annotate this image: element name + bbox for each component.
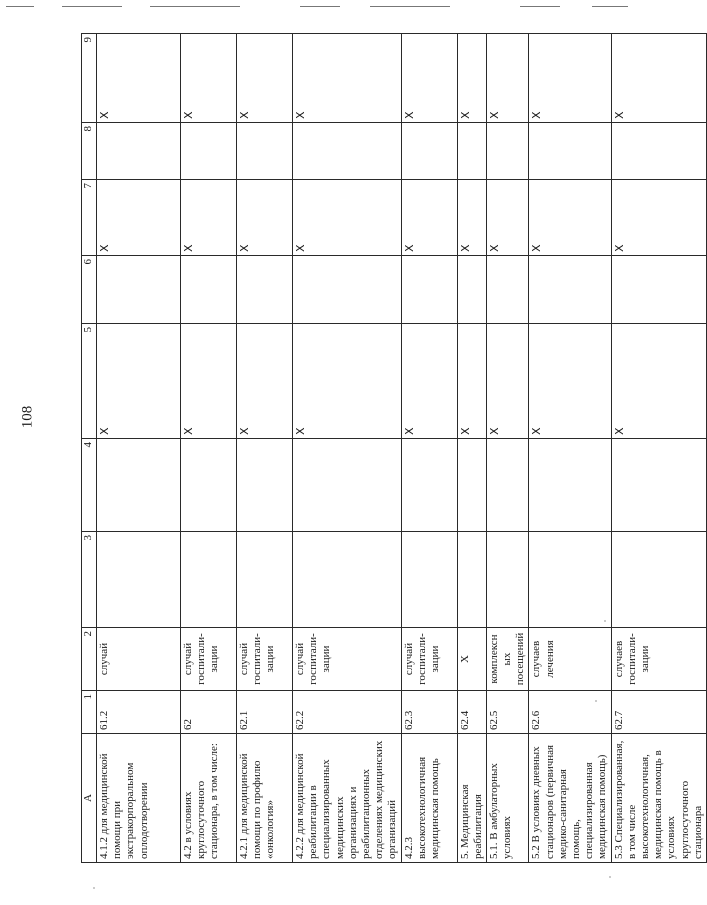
row-code-cell: 62.1 — [237, 691, 293, 734]
scan-speck — [609, 876, 611, 878]
row-name-cell: 5. Медицинская реабилитация — [457, 734, 486, 863]
row-code-cell: 62.4 — [457, 691, 486, 734]
row-col5-cell: X — [611, 324, 706, 439]
rotated-table-container — [81, 34, 704, 863]
table-header-cell: 4 — [82, 439, 97, 532]
row-col5-cell: X — [97, 324, 181, 439]
row-col7-cell: X — [181, 180, 237, 256]
row-name-cell: 5.1. В амбулаторных условиях — [486, 734, 529, 863]
row-unit-cell: случаев госпитали-зации — [611, 628, 706, 691]
table-header-cell: 6 — [82, 256, 97, 324]
row-code-cell: 62.3 — [401, 691, 457, 734]
row-name-cell: 4.2.2 для медицинской реабилитации в специализированных медицинских организациях и реабилитационных отделениях медицинских организаций — [293, 734, 402, 863]
row-col9-cell: X — [237, 34, 293, 123]
row-col8-cell — [401, 123, 457, 180]
table-row — [293, 34, 402, 863]
row-col3-cell — [457, 532, 486, 628]
row-col7-cell: X — [457, 180, 486, 256]
row-col6-cell — [486, 256, 529, 324]
row-col8-cell — [293, 123, 402, 180]
scan-speck — [604, 620, 606, 622]
row-col8-cell — [97, 123, 181, 180]
table-header-cell: 1 — [82, 691, 97, 734]
row-unit-cell: случай госпитали-зации — [237, 628, 293, 691]
row-col7-cell: X — [237, 180, 293, 256]
row-col7-cell: X — [529, 180, 611, 256]
row-unit-cell: X — [457, 628, 486, 691]
row-col6-cell — [181, 256, 237, 324]
row-col9-cell: X — [401, 34, 457, 123]
row-unit-cell: случай госпитали-зации — [181, 628, 237, 691]
row-name-cell: 4.1.2 для медицинской помощи при экстракорпоральном оплодотворении — [97, 734, 181, 863]
row-code-cell: 62.2 — [293, 691, 402, 734]
scan-speck — [93, 887, 95, 889]
row-unit-cell: случай — [97, 628, 181, 691]
row-code-cell: 61.2 — [97, 691, 181, 734]
row-col5-cell: X — [457, 324, 486, 439]
row-col9-cell: X — [181, 34, 237, 123]
row-col7-cell: X — [486, 180, 529, 256]
row-col5-cell: X — [529, 324, 611, 439]
row-col9-cell: X — [486, 34, 529, 123]
row-col9-cell: X — [611, 34, 706, 123]
row-col7-cell: X — [293, 180, 402, 256]
row-col8-cell — [457, 123, 486, 180]
row-name-cell: 4.2.1 для медицинской помощи по профилю «онкология» — [237, 734, 293, 863]
row-col5-cell: X — [181, 324, 237, 439]
row-col3-cell — [486, 532, 529, 628]
row-col7-cell: X — [401, 180, 457, 256]
table-header-row — [82, 34, 97, 863]
table-header-cell: A — [82, 734, 97, 863]
row-col9-cell: X — [97, 34, 181, 123]
row-unit-cell: случай госпитали-зации — [401, 628, 457, 691]
data-table — [81, 33, 707, 863]
row-name-cell: 4.2.3 высокотехнологичная медицинская помощь — [401, 734, 457, 863]
row-col3-cell — [237, 532, 293, 628]
table-row — [457, 34, 486, 863]
row-col3-cell — [529, 532, 611, 628]
page-number-text: 108 — [19, 405, 36, 429]
table-header-cell: 8 — [82, 123, 97, 180]
row-col8-cell — [237, 123, 293, 180]
row-col6-cell — [529, 256, 611, 324]
row-code-cell: 62.6 — [529, 691, 611, 734]
row-col5-cell: X — [401, 324, 457, 439]
row-col4-cell — [237, 439, 293, 532]
table-row — [181, 34, 237, 863]
row-col6-cell — [457, 256, 486, 324]
table-row — [611, 34, 706, 863]
row-col8-cell — [486, 123, 529, 180]
table-row — [529, 34, 611, 863]
row-col3-cell — [611, 532, 706, 628]
row-col4-cell — [529, 439, 611, 532]
row-name-cell: 4.2 в условиях круглосуточного стационара, в том числе: — [181, 734, 237, 863]
row-name-cell: 5.2 В условиях дневных стационаров (первичная медико-санитарная помощь, специализированная медицинская помощь) — [529, 734, 611, 863]
row-name-cell: 5.3 Специализированная, в том числе высокотехнологичная, медицинская помощь в условиях круглосуточного стационара — [611, 734, 706, 863]
table-row — [486, 34, 529, 863]
table-header-cell: 7 — [82, 180, 97, 256]
row-col5-cell: X — [293, 324, 402, 439]
scan-speck — [595, 700, 597, 702]
row-col4-cell — [181, 439, 237, 532]
scan-top-edge — [0, 0, 640, 6]
table-header-cell: 2 — [82, 628, 97, 691]
row-code-cell: 62.7 — [611, 691, 706, 734]
row-col6-cell — [97, 256, 181, 324]
row-code-cell: 62.5 — [486, 691, 529, 734]
row-col3-cell — [97, 532, 181, 628]
row-col4-cell — [97, 439, 181, 532]
row-col5-cell: X — [486, 324, 529, 439]
table-header-cell: 3 — [82, 532, 97, 628]
row-col3-cell — [181, 532, 237, 628]
row-unit-cell: комплексных посещений — [486, 628, 529, 691]
row-col4-cell — [401, 439, 457, 532]
row-col5-cell: X — [237, 324, 293, 439]
table-header-cell: 5 — [82, 324, 97, 439]
row-col3-cell — [401, 532, 457, 628]
page-number — [19, 405, 36, 429]
row-col6-cell — [611, 256, 706, 324]
table-row — [97, 34, 181, 863]
row-col7-cell: X — [611, 180, 706, 256]
row-col4-cell — [611, 439, 706, 532]
table-row — [401, 34, 457, 863]
row-col9-cell: X — [529, 34, 611, 123]
row-col9-cell: X — [293, 34, 402, 123]
row-col7-cell: X — [97, 180, 181, 256]
row-col8-cell — [181, 123, 237, 180]
row-col4-cell — [457, 439, 486, 532]
table-header-cell: 9 — [82, 34, 97, 123]
table-row — [237, 34, 293, 863]
row-col9-cell: X — [457, 34, 486, 123]
row-col8-cell — [611, 123, 706, 180]
row-col8-cell — [529, 123, 611, 180]
row-col3-cell — [293, 532, 402, 628]
row-unit-cell: случаев лечения — [529, 628, 611, 691]
row-col4-cell — [486, 439, 529, 532]
row-code-cell: 62 — [181, 691, 237, 734]
row-col6-cell — [237, 256, 293, 324]
row-unit-cell: случай госпитали-зации — [293, 628, 402, 691]
row-col4-cell — [293, 439, 402, 532]
row-col6-cell — [401, 256, 457, 324]
row-col6-cell — [293, 256, 402, 324]
